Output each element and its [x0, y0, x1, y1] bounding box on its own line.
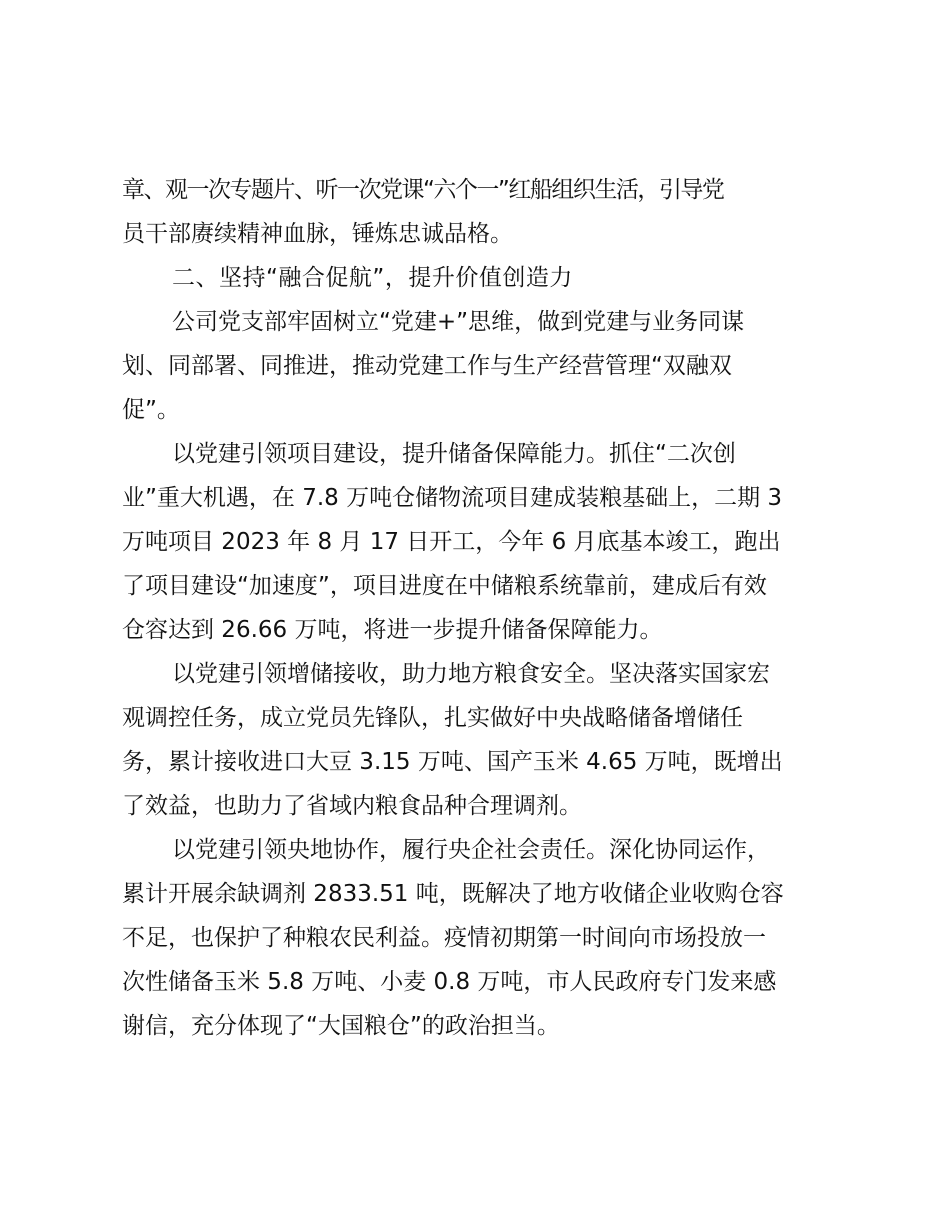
text-line: 业”重大机遇，在 7.8 万吨仓储物流项目建成装粮基础上，二期 3	[122, 485, 783, 511]
text-line: 员干部赓续精神血脉，锤炼忠诚品格。	[122, 221, 513, 247]
text-line: 以党建引领增储接收，助力地方粮食安全。坚决落实国家宏	[172, 661, 770, 687]
text-line: 划、同部署、同推进，推动党建工作与生产经营管理“双融双	[122, 353, 732, 379]
section-heading: 二、坚持“融合促航”，提升价值创造力	[172, 265, 573, 291]
text-line: 了项目建设“加速度”，项目进度在中储粮系统靠前，建成后有效	[122, 573, 767, 599]
text-line: 累计开展余缺调剂 2833.51 吨，既解决了地方收储企业收购仓容	[122, 881, 784, 907]
text-line: 以党建引领央地协作，履行央企社会责任。深化协同运作，	[172, 837, 770, 863]
text-line: 谢信，充分体现了“大国粮仓”的政治担当。	[122, 1013, 560, 1039]
text-line: 了效益，也助力了省域内粮食品种合理调剂。	[122, 793, 582, 819]
text-line: 促”。	[122, 397, 180, 423]
text-line: 不足，也保护了种粮农民利益。疫情初期第一时间向市场投放一	[122, 925, 766, 951]
text-line: 仓容达到 26.66 万吨，将进一步提升储备保障能力。	[122, 617, 663, 643]
text-line: 以党建引领项目建设，提升储备保障能力。抓住“二次创	[172, 441, 736, 467]
text-line: 观调控任务，成立党员先锋队，扎实做好中央战略储备增储任	[122, 705, 743, 731]
text-line: 公司党支部牢固树立“党建+”思维，做到党建与业务同谋	[172, 309, 745, 335]
document-body	[122, 168, 842, 1048]
text-line: 章、观一次专题片、听一次党课“六个一”红船组织生活，引导党	[122, 177, 724, 203]
text-line: 万吨项目 2023 年 8 月 17 日开工，今年 6 月底基本竣工，跑出	[122, 529, 781, 555]
text-line: 务，累计接收进口大豆 3.15 万吨、国产玉米 4.65 万吨，既增出	[122, 749, 783, 775]
text-line: 次性储备玉米 5.8 万吨、小麦 0.8 万吨，市人民政府专门发来感	[122, 969, 777, 995]
